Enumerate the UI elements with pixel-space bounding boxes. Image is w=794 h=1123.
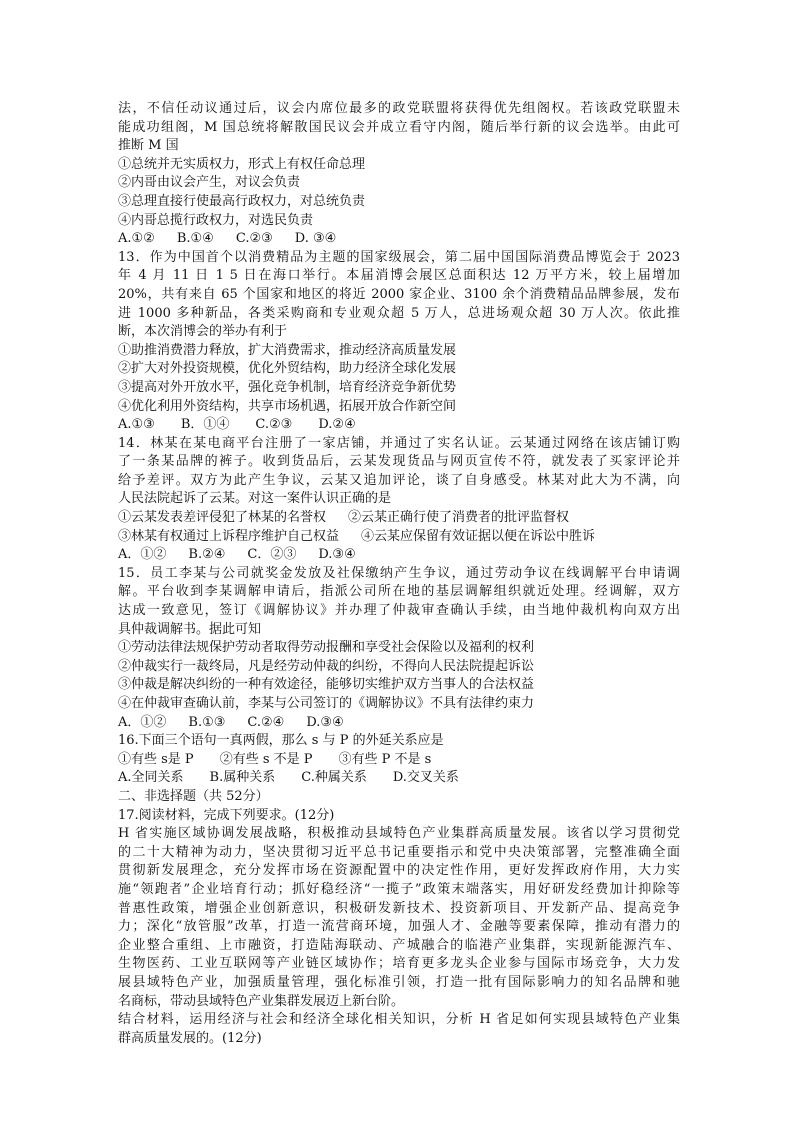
q15-statement: ④在仲裁审查确认前，李某与公司签订的《调解协议》不具有法律约束力 (118, 696, 535, 711)
q16-statement: ②有些 s 不是 P (219, 751, 313, 767)
q14-options (118, 546, 680, 565)
q13-stem-line: 13．作为中国首个以消费精品为主题的国家级展会，第二届中国国际消费品博览会于 2023 (118, 249, 680, 265)
question-13 (118, 249, 680, 435)
q15-stem-line: 具仲裁调解书。据此可知 (118, 621, 262, 637)
q15-options (118, 714, 680, 733)
question-15 (118, 565, 680, 732)
q12-options (118, 230, 680, 249)
q17-material-line: 名商标，带动县域特色产业集群发展迈上新台阶。 (118, 993, 405, 1009)
q17-material-line: 普惠性政策，增强企业创新意识，积极研发新技术、投资新项目、开发新产品、提高竞争 (118, 900, 680, 916)
q12-statement: ④内哥总揽行政权力，对选民负责 (118, 212, 314, 228)
exam-page (118, 100, 680, 1048)
q15-stem-line: 解。平台收到李某调解申请后，指派公司所在地的基层调解组织就近处理。经调解，双方 (118, 584, 680, 600)
q12-option-a: A.①② (118, 231, 155, 247)
q16-option-a: A.全同关系 (118, 770, 184, 786)
q12-option-b: B.①④ (176, 231, 214, 247)
q14-option-c: C．②③ (247, 547, 297, 563)
q17-question-line: 群高质量发展的。(12分) (118, 1030, 262, 1046)
q13-options (118, 416, 680, 435)
q13-statement: ①助推消费潜力释放，扩大消费需求，推动经济高质量发展 (118, 342, 457, 358)
q16-option-d: D.交叉关系 (392, 770, 459, 786)
q15-option-d: D.③④ (306, 714, 344, 730)
q14-stem-line: 14．林某在某电商平台注册了一家店铺，并通过了实名认证。云某通过网络在该店铺订购 (118, 435, 680, 451)
q13-option-b: B．①④ (180, 417, 230, 433)
q13-stem-line: 年 4 月 11 日 1 5 日在海口举行。本届消博会展区总面积达 12 万平方米，较上届增加 (118, 268, 680, 284)
q14-statement-row (118, 509, 680, 528)
q12-stem-line: 法，不信任动议通过后，议会内席位最多的政党联盟将获得优先组阁权。若该政党联盟未 (118, 101, 680, 116)
q14-stem-line: 了一条某品牌的裤子。收到货品后，云某发现货品与网页宣传不符，就发表了买家评论并 (118, 454, 680, 470)
q16-statements (118, 751, 680, 770)
q17-question-line: 结合材料，运用经济与社会和经济全球化相关知识，分析 H 省足如何实现县域特色产业集 (118, 1012, 680, 1028)
q14-stem-line: 人民法院起诉了云某。对这一案件认识正确的是 (118, 491, 392, 507)
q17-material-line: 的二十大精神为动力，坚决贯彻习近平总书记重要指示和党中央决策部署，完整准确全面 (118, 844, 680, 860)
q14-option-d: D.③④ (318, 547, 356, 563)
q17-material-line: 生物医药、工业互联网等产业链区域协作；培育更多龙头企业参与国际市场竞争，大力发 (118, 956, 680, 972)
q12-stem-line: 推断 M 国 (118, 138, 179, 154)
q15-statement: ②仲裁实行一裁终局，凡是经劳动仲裁的纠纷，不得向人民法院提起诉讼 (118, 658, 535, 674)
q14-option-b: B.②④ (188, 547, 226, 563)
q17-stem: 17.阅读材料，完成下列要求。(12分) (118, 807, 335, 823)
question-16 (118, 732, 680, 788)
q14-statement: ③林某有权通过上诉程序维护自己权益 (118, 528, 340, 544)
q16-statement: ①有些 s是 P (118, 751, 194, 767)
q15-option-c: C.②④ (247, 714, 285, 730)
q15-stem-line: 达成一致意见，签订《调解协议》并办理了仲裁审查确认手续，由当地仲裁机构向双方出 (118, 603, 680, 619)
q14-option-a: A．①② (118, 547, 167, 563)
q16-statement: ③有些 P 不是 s (338, 751, 432, 767)
q12-statement: ③总理直接行使最高行政权力，对总统负责 (118, 193, 366, 209)
q12-option-c: C.②③ (235, 231, 273, 247)
q13-option-c: C.②③ (255, 417, 293, 433)
q13-option-d: D.②④ (318, 417, 356, 433)
q17-material-line: 力；深化“放管服”改革，打造一流营商环境，加强人才、金融等要素保障，推动有潜力的 (118, 919, 680, 935)
q13-statement: ③提高对外开放水平，强化竞争机制，培育经济竞争新优势 (118, 379, 457, 395)
q15-option-a: A．①② (118, 714, 167, 730)
question-17 (118, 807, 680, 1049)
q14-stem-line: 给予差评。双方为此产生争议，云某又追加评论，谈了自身感受。林某对此大为不满，向 (118, 472, 680, 488)
q13-option-a: A.①③ (118, 417, 155, 433)
q12-stem-line: 能成功组阁，M 国总统将解散国民议会并成立看守内阁，随后举行新的议会选举。由此可 (118, 119, 680, 135)
q13-statement: ④优化利用外资结构，共享市场机遇，拓展开放合作新空间 (118, 398, 457, 414)
q17-material-line: 展县域特色产业，加强质量管理，强化标准引领，打造一批有国际影响力的知名品牌和驰 (118, 974, 680, 990)
q14-statement: ④云某应保留有效证据以便在诉讼中胜诉 (361, 528, 596, 544)
q13-stem-line: 断，本次消博会的举办有利于 (118, 324, 288, 340)
q14-statement: ①云某发表差评侵犯了林某的名誉权 (118, 510, 327, 526)
q12-statement: ①总统并无实质权力，形式上有权任命总理 (118, 156, 366, 172)
q12-option-d: D. ③④ (294, 231, 337, 247)
q15-statement: ③仲裁是解决纠纷的一种有效途径，能够切实维护双方当事人的合法权益 (118, 677, 535, 693)
q17-material-line: 企业整合重组、上市融资，打造陆海联动、产城融合的临港产业集群，实现新能源汽车、 (118, 937, 680, 953)
q17-material-line: H 省实施区域协调发展战略，积极推动县域特色产业集群高质量发展。该省以学习贯彻党 (118, 826, 680, 842)
q15-option-b: B.①③ (188, 714, 226, 730)
q17-material-line: 施“领跑者”企业培育行动；抓好稳经济“一揽子”政策末端落实，用好研发经费加计抑除等 (118, 881, 680, 897)
q14-statement-row (118, 528, 680, 547)
question-14 (118, 435, 680, 565)
q16-stem: 16.下面三个语句一真两假，那么 s 与 P 的外延关系应是 (118, 733, 444, 749)
q12-statement: ②内哥由议会产生，对议会负责 (118, 175, 301, 191)
q16-option-c: C.种属关系 (301, 770, 367, 786)
q16-option-b: B.属种关系 (209, 770, 276, 786)
q14-statement: ②云某正确行使了消费者的批评监督权 (348, 510, 570, 526)
q13-stem-line: 20%，共有来自 65 个国家和地区的将近 2000 家企业、3100 余个消费精品品牌参展，发布 (118, 286, 680, 302)
section-title: 二、非选择题（共 52分） (118, 788, 269, 804)
q17-material-line: 贯彻新发展理念，充分发挥市场在资源配置中的决定性作用，更好发挥政府作用，大力实 (118, 863, 680, 879)
question-12 (118, 100, 680, 249)
q16-options (118, 769, 680, 788)
q13-stem-line: 进 1000 多种新品，各类采购商和专业观众超 5 万人，总进场观众超 30 万人次。依此推 (118, 305, 680, 321)
q15-statement: ①劳动法律法规保护劳动者取得劳动报酬和享受社会保险以及福利的权利 (118, 640, 535, 656)
q13-statement: ②扩大对外投资规模，优化外贸结构，助力经济全球化发展 (118, 361, 457, 377)
q15-stem-line: 15．员工李某与公司就奖金发放及社保缴纳产生争议，通过劳动争议在线调解平台申请调 (118, 565, 680, 581)
